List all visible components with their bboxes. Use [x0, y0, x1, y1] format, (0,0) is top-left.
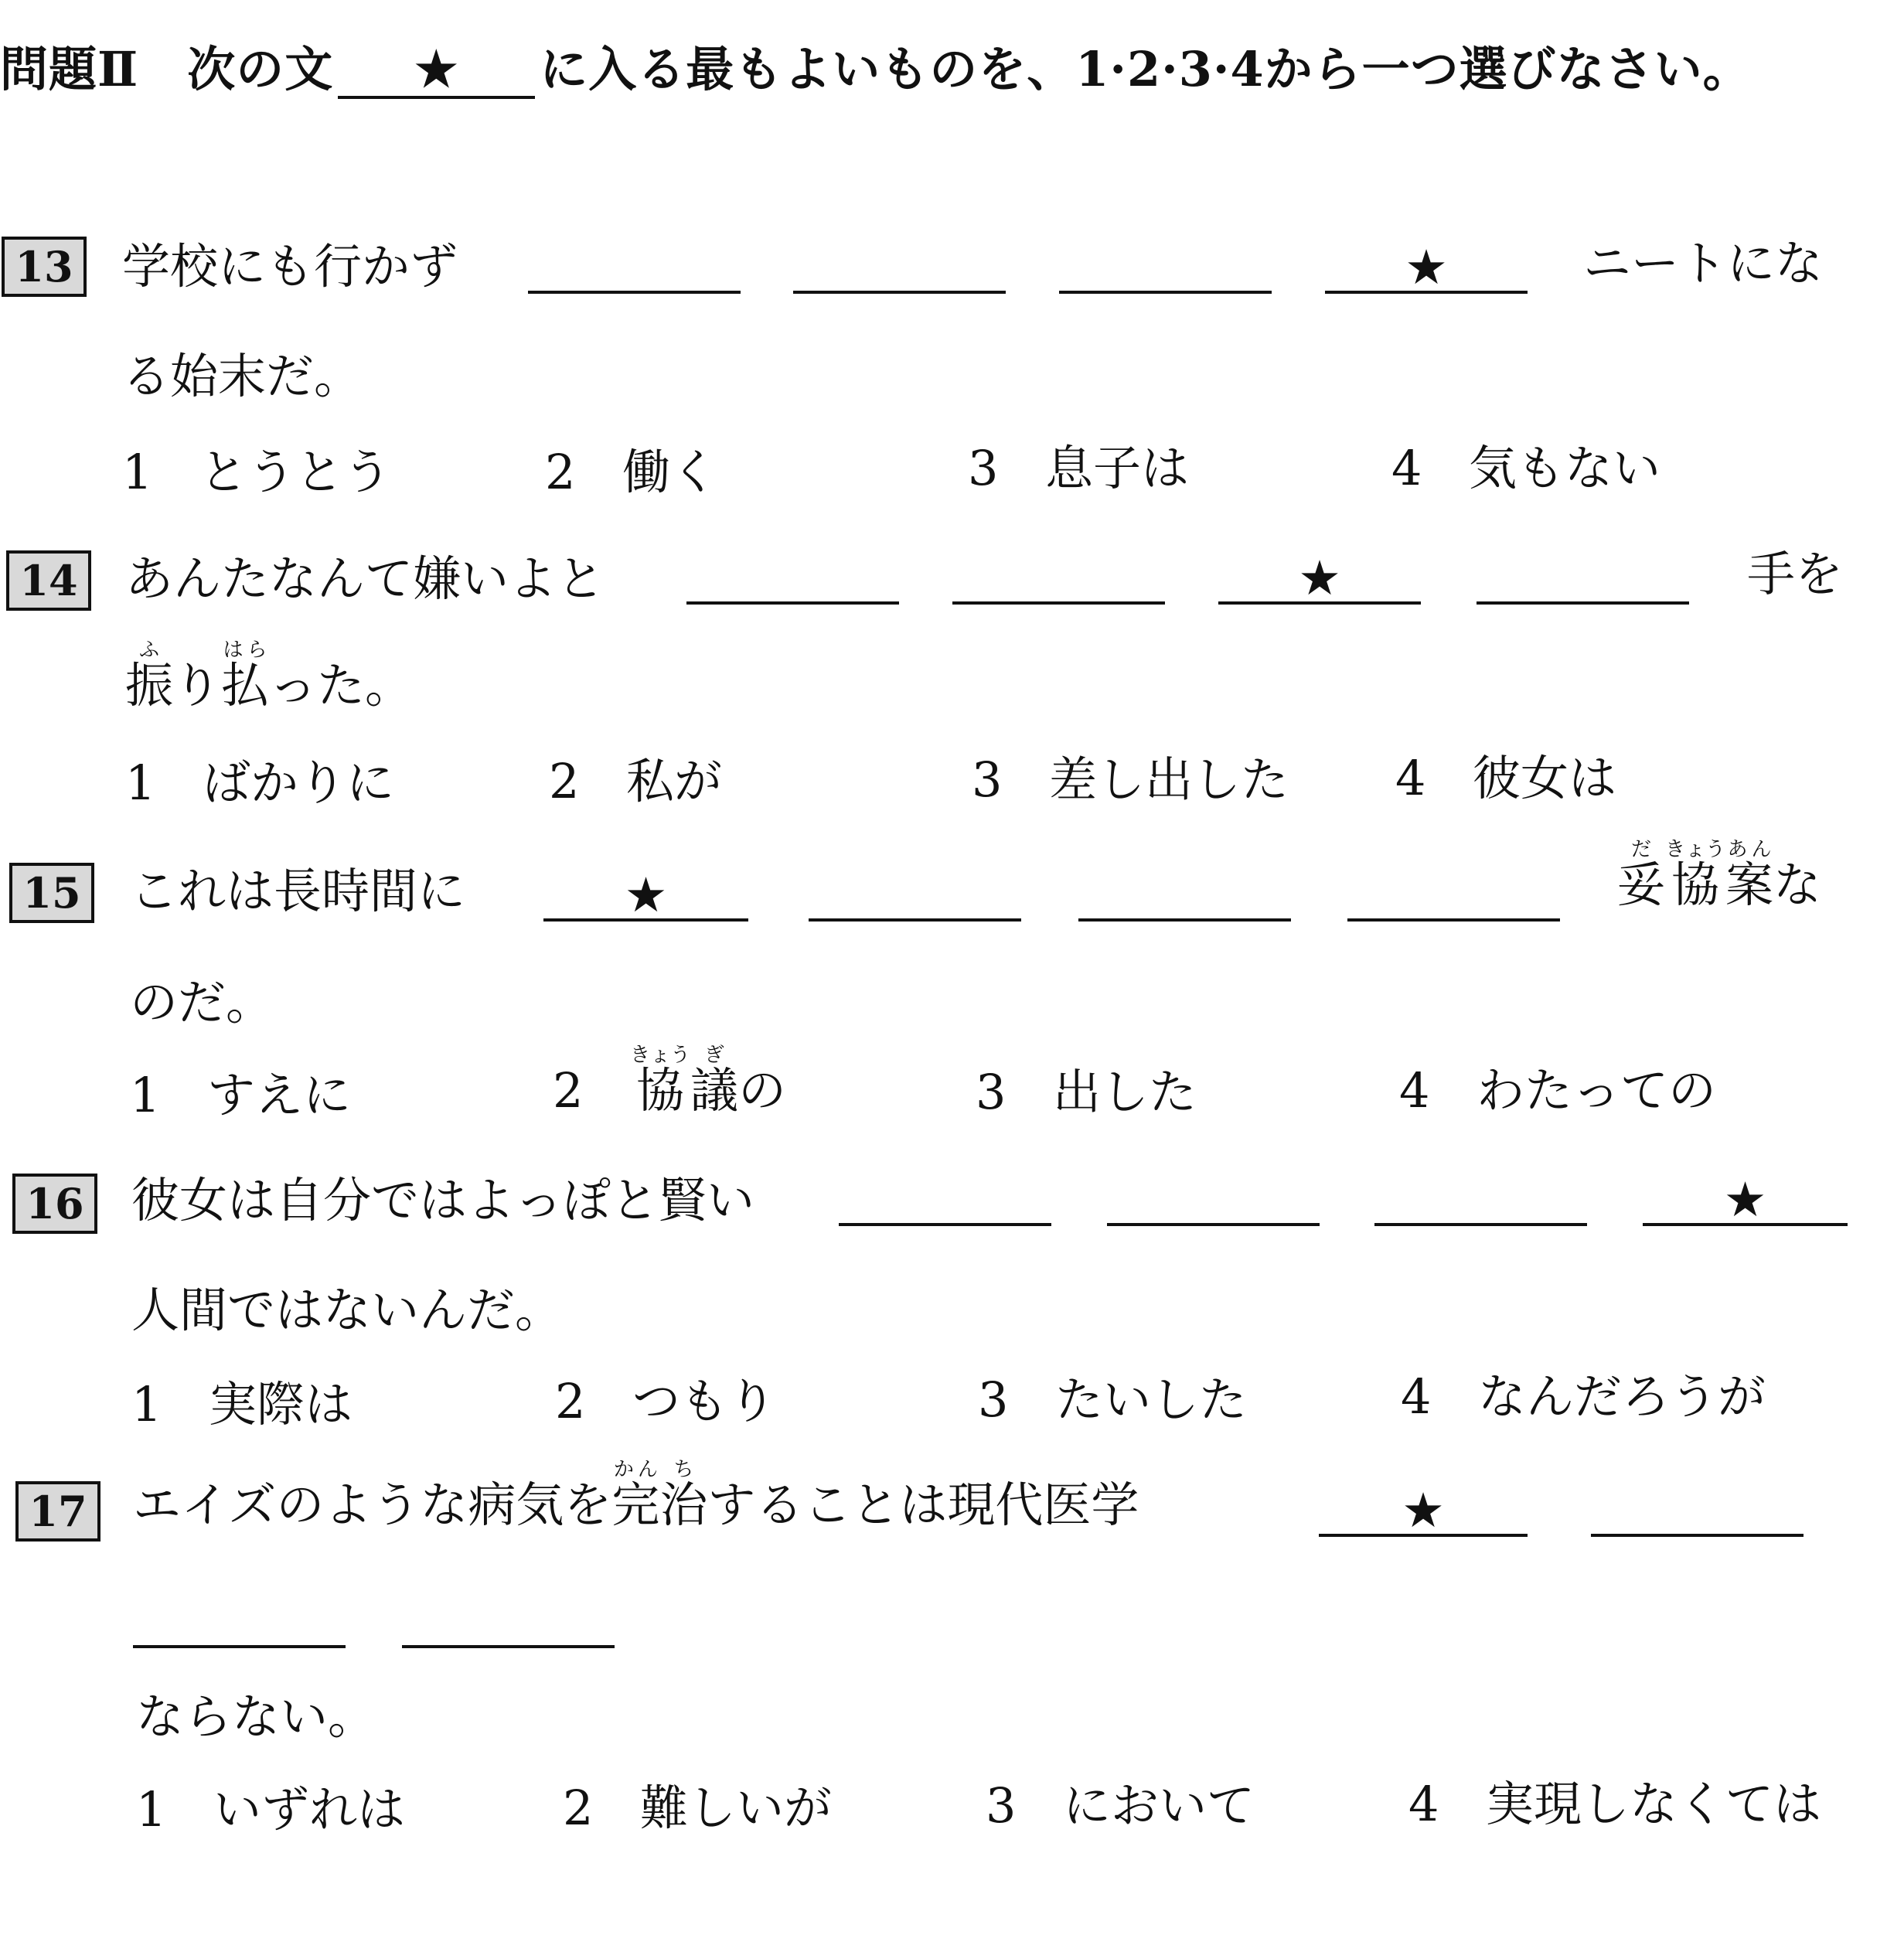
option-4[interactable]: 4 なんだろうが [1401, 1368, 1766, 1425]
option-3[interactable]: 3 差し出した [972, 751, 1289, 808]
option-3[interactable]: 3 息子は [968, 440, 1190, 496]
answer-blank[interactable] [133, 1599, 346, 1648]
instructions-star-blank: ★ [338, 43, 535, 99]
option-1[interactable]: 1 すえに [130, 1067, 352, 1123]
option-2[interactable]: 2 難しいが [563, 1780, 833, 1836]
question-text-before: エイズのような病気を完かん治ちすることは現代医学 [133, 1458, 1139, 1533]
question-text-continuation: 振ふり払はらった。 [125, 639, 414, 714]
answer-blank[interactable] [839, 1177, 1051, 1226]
option-2[interactable]: 2 つもり [555, 1373, 777, 1429]
question-number: 16 [12, 1174, 97, 1234]
answer-blank[interactable] [1591, 1487, 1804, 1537]
question-text-before: あんたなんて嫌いよと [125, 550, 605, 607]
answer-blank[interactable] [686, 555, 899, 605]
question-text-before: 彼女は自分ではよっぽと賢い [131, 1172, 755, 1228]
option-2[interactable]: 2 私が [549, 753, 723, 809]
answer-blank[interactable] [1347, 872, 1560, 922]
answer-blank[interactable] [1078, 872, 1291, 922]
answer-blank[interactable] [793, 244, 1006, 294]
option-1[interactable]: 1 とうとう [122, 444, 392, 500]
option-1[interactable]: 1 いずれは [136, 1781, 406, 1838]
answer-blank[interactable] [809, 872, 1021, 922]
instructions [0, 31, 1752, 100]
option-1[interactable]: 1 ばかりに [125, 755, 395, 811]
question-number: 14 [6, 550, 91, 611]
option-3[interactable]: 3 において [986, 1777, 1255, 1834]
question-text-continuation: る始末だ。 [122, 348, 363, 404]
answer-blank[interactable] [402, 1599, 615, 1648]
answer-blank-star[interactable]: ★ [1218, 555, 1421, 605]
question-number: 15 [9, 863, 94, 923]
question-text-before: 学校にも行かず [122, 238, 458, 295]
option-2[interactable]: 2 協きょう議ぎの [553, 1044, 787, 1119]
question-text-after: 手を [1747, 546, 1844, 602]
option-1[interactable]: 1 実際は [131, 1376, 353, 1433]
instructions-suffix: に入る最もよいものを、1·2·3·4から一つ選びなさい。 [540, 41, 1752, 97]
question-number: 17 [15, 1481, 100, 1542]
option-4[interactable]: 4 実現しなくては [1408, 1776, 1822, 1832]
answer-blank[interactable] [528, 244, 741, 294]
answer-blank[interactable] [1059, 244, 1272, 294]
answer-blank-star[interactable]: ★ [1643, 1177, 1848, 1226]
option-3[interactable]: 3 出した [976, 1064, 1197, 1120]
question-text-continuation: ならない。 [136, 1688, 376, 1745]
answer-blank[interactable] [1477, 555, 1689, 605]
answer-blank-star[interactable]: ★ [1325, 244, 1528, 294]
option-2[interactable]: 2 働く [545, 444, 719, 500]
answer-blank-star[interactable]: ★ [543, 872, 748, 922]
question-text-continuation: のだ。 [130, 974, 274, 1031]
option-3[interactable]: 3 たいした [978, 1371, 1248, 1428]
option-4[interactable]: 4 気もない [1391, 440, 1661, 496]
answer-blank-star[interactable]: ★ [1319, 1487, 1528, 1537]
answer-blank[interactable] [1107, 1177, 1320, 1226]
answer-blank[interactable] [1374, 1177, 1587, 1226]
instructions-prefix: 問題Ⅱ 次の文 [0, 41, 334, 97]
option-4[interactable]: 4 わたっての [1399, 1062, 1717, 1119]
answer-blank[interactable] [952, 555, 1165, 605]
option-4[interactable]: 4 彼女は [1395, 750, 1617, 806]
question-text-continuation: 人間ではないんだ。 [131, 1282, 564, 1338]
question-number: 13 [2, 237, 87, 297]
question-text-after: 妥だ協きょう案あんな [1617, 838, 1822, 913]
question-text-after: ニートにな [1583, 235, 1824, 291]
question-text-before: これは長時間に [130, 863, 466, 919]
